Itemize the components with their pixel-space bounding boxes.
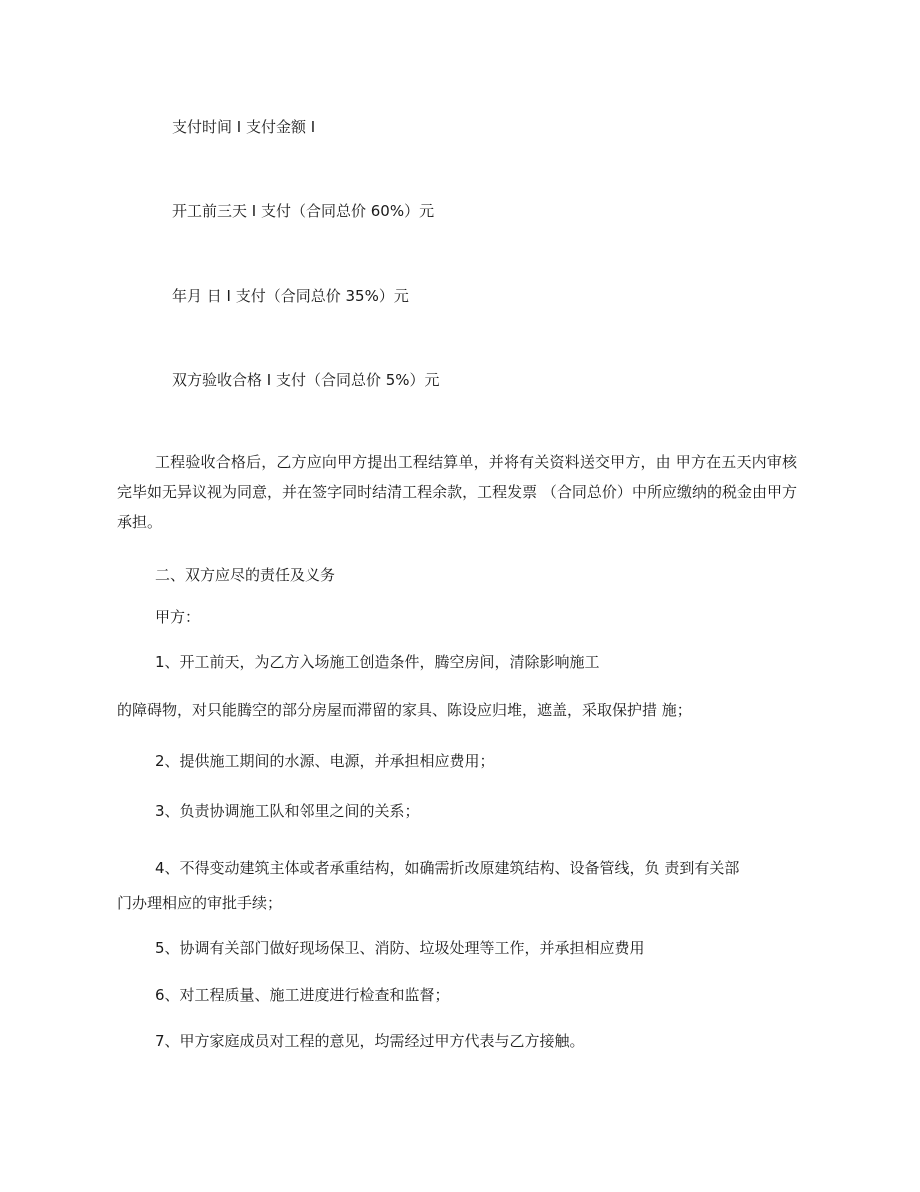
list-item-4-line-1: 4、不得变动建筑主体或者承重结构，如确需折改原建筑结构、设备管线，负 责到有关部	[155, 859, 740, 877]
section-heading: 二、双方应尽的责任及义务	[155, 566, 336, 584]
list-item-1-line-2: 的障碍物，对只能腾空的部分房屋而滞留的家具、陈设应归堆，遮盖，采取保护措 施；	[117, 701, 692, 719]
list-item-7: 7、甲方家庭成员对工程的意见，均需经过甲方代表与乙方接触。	[155, 1032, 585, 1050]
party-a-label: 甲方：	[155, 608, 201, 626]
list-item-1-line-1: 1、开工前天，为乙方入场施工创造条件，腾空房间，清除影响施工	[155, 653, 600, 671]
list-item-2: 2、提供施工期间的水源、电源，并承担相应费用；	[155, 752, 495, 770]
payment-row-2: 年月 日 I 支付（合同总价 35%）元	[172, 287, 409, 305]
payment-row-1: 开工前三天 I 支付（合同总价 60%）元	[172, 202, 435, 220]
list-item-6: 6、对工程质量、施工进度进行检查和监督；	[155, 986, 450, 1004]
payment-table-header: 支付时间 I 支付金额 I	[172, 118, 316, 136]
list-item-4-line-2: 门办理相应的审批手续；	[117, 894, 283, 912]
list-item-5: 5、协调有关部门做好现场保卫、消防、垃圾处理等工作，并承担相应费用	[155, 939, 645, 957]
settlement-paragraph: 工程验收合格后，乙方应向甲方提出工程结算单，并将有关资料送交甲方，由 甲方在五天内审核完毕如无异议视为同意，并在签字同时结清工程余款，工程发票 （合同总价）中所应缴纳的税金由甲方承担。	[117, 453, 797, 531]
list-item-3: 3、负责协调施工队和邻里之间的关系；	[155, 802, 420, 820]
payment-row-3: 双方验收合格 I 支付（合同总价 5%）元	[172, 371, 440, 389]
